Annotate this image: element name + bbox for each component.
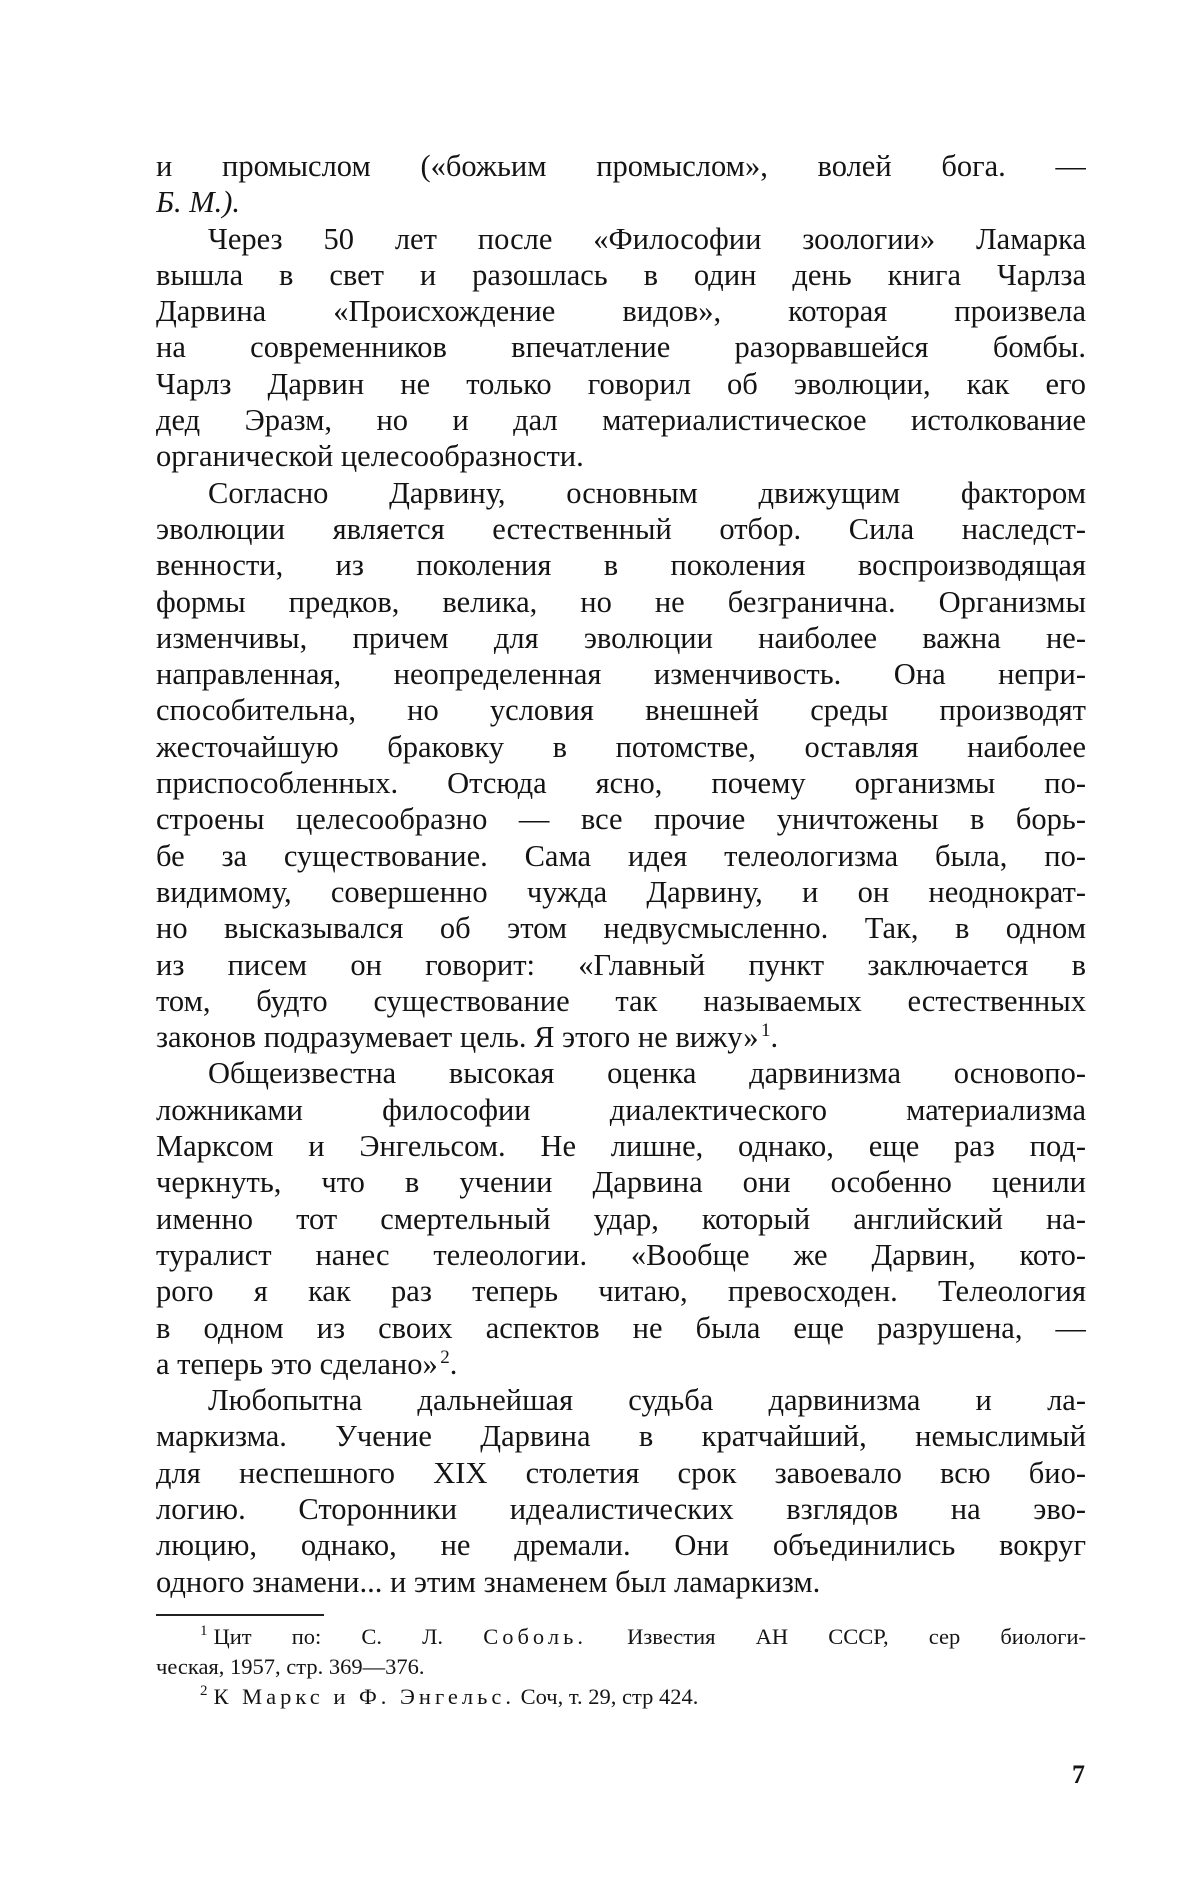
text-line: бе за существование. Сама идея телеологизма была, по- bbox=[156, 838, 1086, 873]
text-line: Дарвина «Происхождение видов», которая произвела bbox=[156, 294, 1086, 329]
text-line: именно тот смертельный удар, который английский на- bbox=[156, 1201, 1086, 1236]
footnote-1 bbox=[156, 1622, 1086, 1652]
text-line: логию. Сторонники идеалистических взглядов на эво- bbox=[156, 1491, 1086, 1526]
text-line: строены целесообразно — все прочие уничтожены в борь- bbox=[156, 802, 1086, 837]
footnote-author: Соболь. bbox=[483, 1623, 587, 1649]
text-line: из писем он говорит: «Главный пункт заключается в bbox=[156, 947, 1086, 982]
text-line: и промыслом («божьим промыслом», волей бога. — bbox=[156, 149, 1086, 183]
footnote-mark: 1 bbox=[200, 1623, 208, 1640]
footnote-reference: 2 bbox=[440, 1346, 450, 1368]
text-line: ложниками философии диалектического материализма bbox=[156, 1092, 1086, 1127]
footnote-author: К Маркс и Ф. Энгельс. bbox=[213, 1683, 515, 1709]
text-line: люцию, однако, не дремали. Они объединились вокруг bbox=[156, 1528, 1086, 1563]
text-line-italic: Б. М.). bbox=[156, 185, 241, 220]
paragraph-first-line: Согласно Дарвину, основным движущим фактором bbox=[208, 475, 1086, 510]
text-line: способительна, но условия внешней среды производят bbox=[156, 693, 1086, 728]
text-line: том, будто существование так называемых естественных bbox=[156, 983, 1086, 1018]
text-line: для неспешного XIX столетия срок завоевало всю био- bbox=[156, 1455, 1086, 1490]
text-line: но высказывался об этом недвусмысленно. Так, в одном bbox=[156, 911, 1086, 946]
footnote-text: Цит по: С. Л. bbox=[213, 1623, 444, 1649]
footnote-mark: 2 bbox=[200, 1683, 208, 1700]
text-line: туралист нанес телеологии. «Вообще же Дарвин, кото- bbox=[156, 1237, 1086, 1272]
text-line: эволюции является естественный отбор. Сила наследст- bbox=[156, 511, 1086, 546]
text-line: органической целесообразности. bbox=[156, 439, 584, 474]
text-line: видимому, совершенно чужда Дарвину, и он неоднократ- bbox=[156, 874, 1086, 909]
footnote-divider bbox=[156, 1614, 324, 1616]
text-line: жесточайшую браковку в потомстве, оставляя наиболее bbox=[156, 729, 1086, 764]
text-line-with-note: законов подразумевает цель. Я этого не вижу» $^1$. bbox=[156, 1019, 779, 1055]
text-line: законов подразумевает цель. Я этого не вижу» bbox=[156, 1020, 759, 1055]
text-line: на современников впечатление разорвавшейся бомбы. bbox=[156, 330, 1086, 365]
footnote-1-continued: ческая, 1957, стр. 369—376. bbox=[156, 1653, 425, 1679]
paragraph-first-line: Общеизвестна высокая оценка дарвинизма основопо- bbox=[208, 1056, 1086, 1091]
page-text-block bbox=[156, 148, 1086, 1712]
text-line: венности, из поколения в поколения воспроизводящая bbox=[156, 548, 1086, 583]
footnote-reference: 1 bbox=[761, 1019, 771, 1041]
text-line: рого я как раз теперь читаю, превосходен. Телеология bbox=[156, 1274, 1086, 1309]
text-line: вышла в свет и разошлась в один день книга Чарлза bbox=[156, 257, 1086, 292]
text-line-with-note: а теперь это сделано» $^2$. bbox=[156, 1346, 458, 1381]
page-number: 7 bbox=[1072, 1760, 1085, 1789]
footnote-text: Соч, т. 29, стр 424. bbox=[520, 1683, 699, 1709]
text-line: Чарлз Дарвин не только говорил об эволюции, как его bbox=[156, 366, 1086, 401]
paragraph-first-line: Через 50 лет после «Философии зоологии» Ламарка bbox=[208, 221, 1086, 256]
footnote-2 bbox=[156, 1682, 1086, 1712]
text-line: маркизма. Учение Дарвина в кратчайший, немыслимый bbox=[156, 1419, 1086, 1454]
text-line: приспособленных. Отсюда ясно, почему организмы по- bbox=[156, 766, 1086, 801]
footnote-text: Известия АН СССР, сер биологи- bbox=[627, 1623, 1086, 1649]
text-line: изменчивы, причем для эволюции наиболее важна не- bbox=[156, 620, 1086, 655]
text-line: Марксом и Энгельсом. Не лишне, однако, еще раз под- bbox=[156, 1129, 1086, 1164]
text-line: одного знамени... и этим знаменем был ламаркизм. bbox=[156, 1564, 821, 1599]
text-line: формы предков, велика, но не безгранична. Организмы bbox=[156, 584, 1086, 619]
text-line: направленная, неопределенная изменчивость. Она непри- bbox=[156, 657, 1086, 692]
text-line: дед Эразм, но и дал материалистическое истолкование bbox=[156, 403, 1086, 438]
text-line: черкнуть, что в учении Дарвина они особенно ценили bbox=[156, 1165, 1086, 1200]
text-line: в одном из своих аспектов не была еще разрушена, — bbox=[156, 1310, 1086, 1345]
text-line: а теперь это сделано» bbox=[156, 1346, 438, 1381]
paragraph-first-line: Любопытна дальнейшая судьба дарвинизма и ла- bbox=[208, 1383, 1086, 1418]
